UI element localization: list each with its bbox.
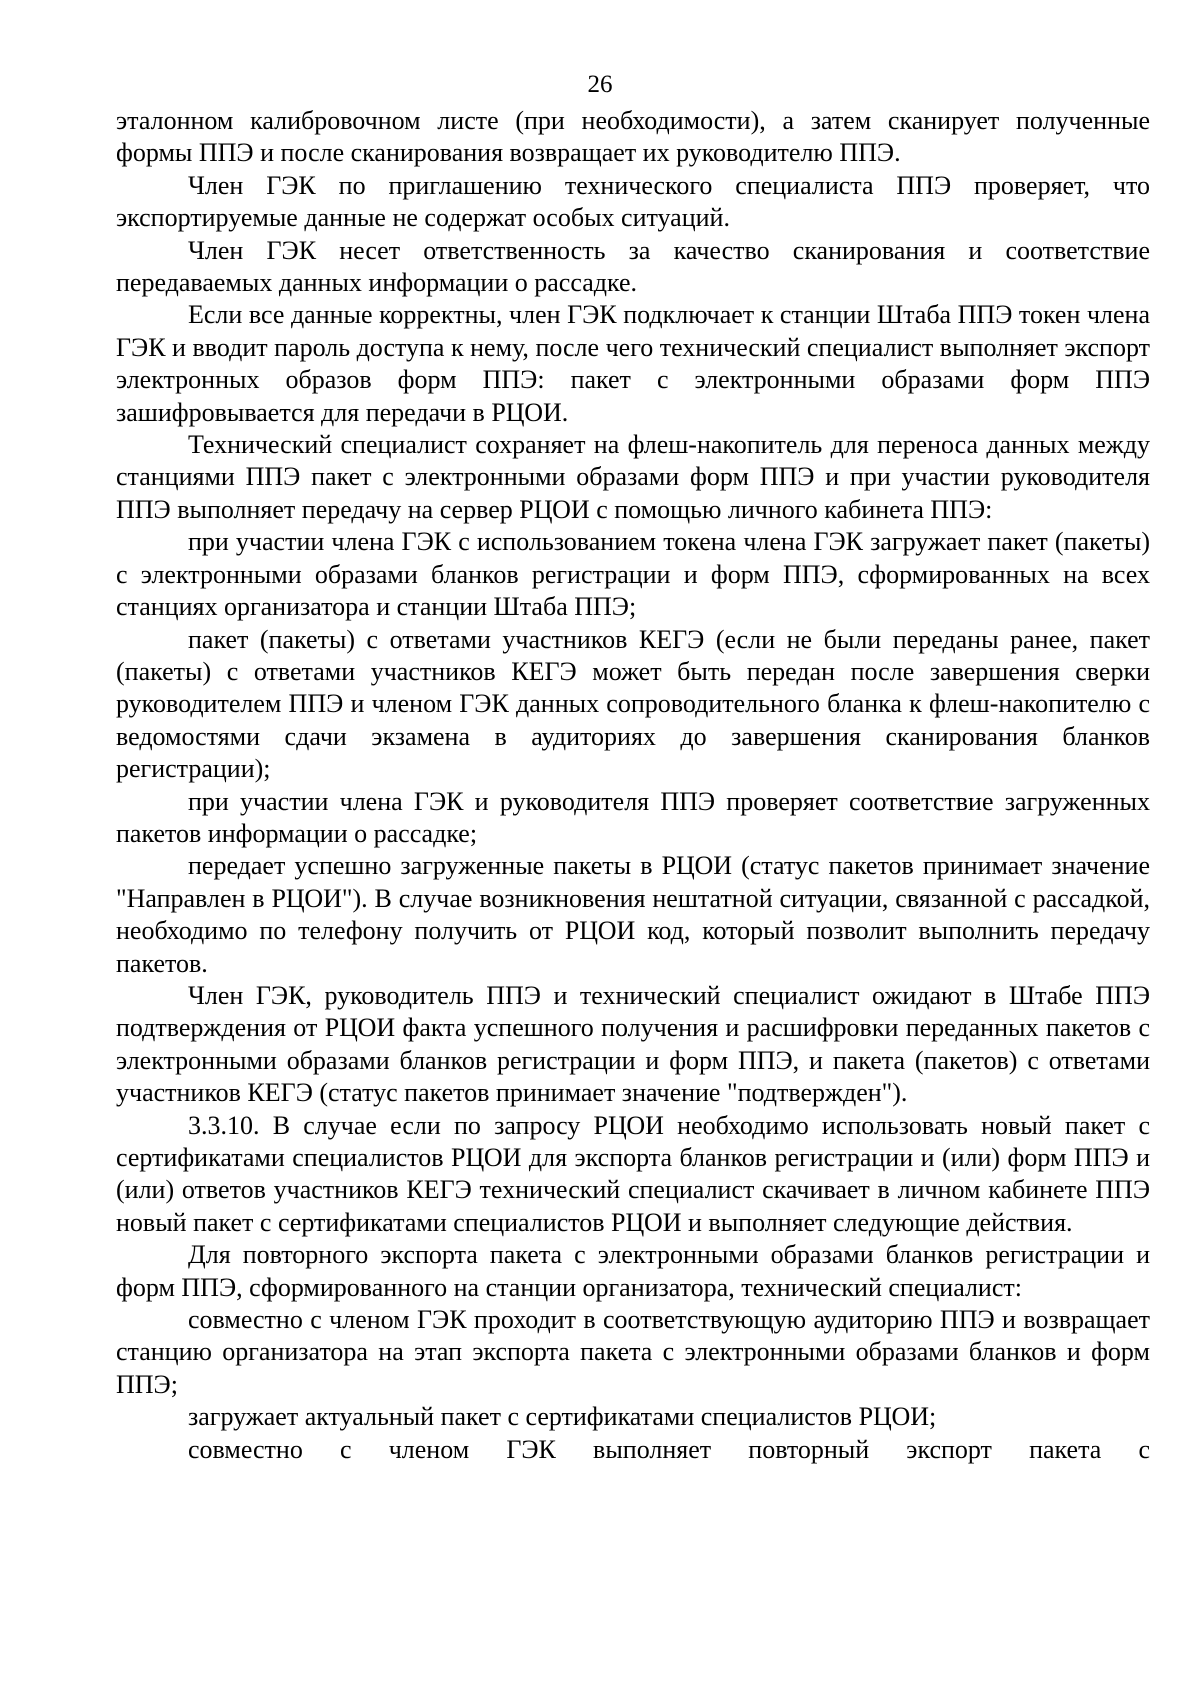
paragraph-13: совместно с членом ГЭК проходит в соответствующую аудиторию ППЭ и возвращает станцию организатора на этап экспорта пакета с электронными образами бланков и форм ППЭ;	[116, 1305, 1150, 1399]
paragraph-5: Технический специалист сохраняет на флеш-накопитель для переноса данных между станциями ППЭ пакет с электронными образами форм ППЭ и при участии руководителя ППЭ выполняет передачу на сервер РЦОИ с помощью личного кабинета ППЭ:	[116, 430, 1150, 524]
paragraph-7: пакет (пакеты) с ответами участников КЕГЭ (если не были переданы ранее, пакет (пакеты) с ответами участников КЕГЭ может быть передан после завершения сверки руководителем ППЭ и членом ГЭК данных сопроводительного бланка к флеш-накопителю с ведомостями сдачи экзамена в аудиториях до завершения сканирования бланков регистрации);	[116, 624, 1150, 784]
paragraph-3: Член ГЭК несет ответственность за качество сканирования и соответствие передаваемых данных информации о рассадке.	[116, 235, 1150, 298]
paragraph-9: передает успешно загруженные пакеты в РЦОИ (статус пакетов принимает значение "Направлен в РЦОИ"). В случае возникновения нештатной ситуации, связанной с рассадкой, необходимо по телефону получить от РЦОИ код, который позволит выполнить передачу пакетов.	[116, 851, 1150, 978]
page-number: 26	[587, 71, 613, 98]
paragraph-14: загружает актуальный пакет с сертификатами специалистов РЦОИ;	[188, 1402, 937, 1432]
paragraph-8: при участии члена ГЭК и руководителя ППЭ проверяет соответствие загруженных пакетов информации о рассадке;	[116, 786, 1150, 848]
paragraph-1: эталонном калибровочном листе (при необходимости), а затем сканирует полученные формы ППЭ и после сканирования возвращает их руководителю ППЭ.	[116, 106, 1150, 168]
paragraph-15: совместно с членом ГЭК выполняет повторный экспорт пакета с	[188, 1434, 1150, 1464]
document-body	[116, 105, 1150, 1466]
paragraph-12: Для повторного экспорта пакета с электронными образами бланков регистрации и форм ППЭ, сформированного на станции организатора, технический специалист:	[116, 1240, 1150, 1302]
paragraph-11: 3.3.10. В случае если по запросу РЦОИ необходимо использовать новый пакет с сертификатами специалистов РЦОИ для экспорта бланков регистрации и (или) форм ППЭ и (или) ответов участников КЕГЭ технический специалист скачивает в личном кабинете ППЭ новый пакет с сертификатами специалистов РЦОИ и выполняет следующие действия.	[116, 1110, 1150, 1237]
paragraph-6: при участии члена ГЭК с использованием токена члена ГЭК загружает пакет (пакеты) с электронными образами бланков регистрации и форм ППЭ, сформированных на всех станциях организатора и станции Штаба ППЭ;	[116, 527, 1150, 622]
paragraph-2: Член ГЭК по приглашению технического специалиста ППЭ проверяет, что экспортируемые данные не содержат особых ситуаций.	[116, 170, 1150, 233]
paragraph-10: Член ГЭК, руководитель ППЭ и технический специалист ожидают в Штабе ППЭ подтверждения от РЦОИ факта успешного получения и расшифровки переданных пакетов с электронными образами бланков регистрации и форм ППЭ, и пакета (пакетов) с ответами участников КЕГЭ (статус пакетов принимает значение "подтвержден").	[116, 980, 1150, 1108]
paragraph-4: Если все данные корректны, член ГЭК подключает к станции Штаба ППЭ токен члена ГЭК и вводит пароль доступа к нему, после чего технический специалист выполняет экспорт электронных образов форм ППЭ: пакет с электронными образами форм ППЭ зашифровывается для передачи в РЦОИ.	[116, 300, 1150, 427]
